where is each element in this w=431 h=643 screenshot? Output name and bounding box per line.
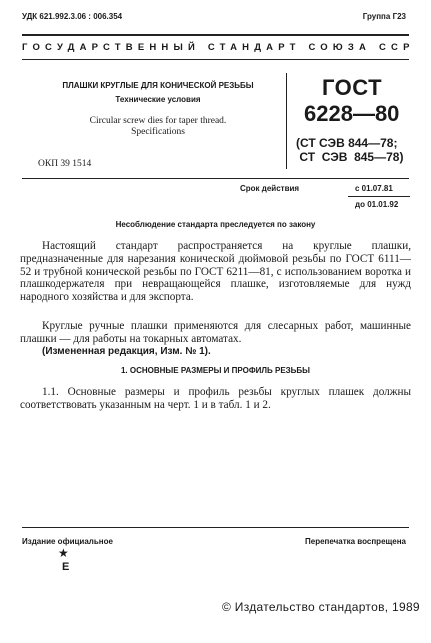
- header-rule: [22, 34, 409, 36]
- copyright-notice: © Издательство стандартов, 1989: [222, 600, 420, 614]
- official-edition: Издание официальное: [22, 537, 113, 546]
- title-english: Circular screw dies for taper thread. Specifications: [89, 116, 227, 137]
- gost-label: ГОСТ: [322, 75, 383, 100]
- validity-from: с 01.07.81: [355, 184, 393, 193]
- title-divider: [286, 73, 287, 169]
- title-russian-subtitle: Технические условия: [115, 95, 201, 104]
- footer-rule: [22, 527, 409, 528]
- e-mark: Е: [62, 561, 70, 573]
- title-block-rule: [22, 178, 409, 179]
- body-paragraph-scope: Настоящий стандарт распространяется на круглые плашки, предназначенные для нарезания конической дюймовой резьбы по ГОСТ 6111—52 и трубной конической резьбы по ГОСТ 6211—81, с использованием воротка и плашкодержателя при невращающейся плашке, изготовляемые для нужд народного хозяйства и для экспорта.: [20, 240, 411, 304]
- validity-to: до 01.01.92: [355, 200, 399, 209]
- okp-code: ОКП 39 1514: [38, 159, 92, 169]
- header-rule-lower: [22, 59, 409, 60]
- body-paragraph-usage: Круглые ручные плашки применяются для слесарных работ, машинные плашки — для работы на токарных автоматах.: [20, 320, 411, 345]
- state-standard-title: ГОСУДАРСТВЕННЫЙ СТАНДАРТ СОЮЗА ССР: [22, 42, 415, 53]
- noncompliance-notice: Несоблюдение стандарта преследуется по закону: [115, 220, 316, 229]
- gost-number: 6228—80: [304, 101, 400, 126]
- reprint-prohibited: Перепечатка воспрещена: [305, 537, 406, 546]
- section-title: 1. ОСНОВНЫЕ РАЗМЕРЫ И ПРОФИЛЬ РЕЗЬБЫ: [120, 366, 310, 375]
- star-icon: ★: [58, 546, 69, 560]
- body-paragraph-dimensions: 1.1. Основные размеры и профиль резьбы круглых плашек должны соответствовать указанным на черт. 1 и в табл. 1 и 2.: [20, 386, 411, 411]
- group-code: Группа Г23: [362, 12, 406, 21]
- st-sev-reference: (СТ СЭВ 844—78; СТ СЭВ 845—78): [296, 136, 404, 164]
- udk-code: УДК 621.992.3.06 : 006.354: [22, 12, 123, 21]
- amendment-note: (Измененная редакция, Изм. № 1).: [42, 346, 211, 357]
- title-russian: ПЛАШКИ КРУГЛЫЕ ДЛЯ КОНИЧЕСКОЙ РЕЗЬБЫ: [62, 81, 254, 90]
- validity-label: Срок действия: [240, 184, 300, 193]
- validity-rule: [348, 196, 410, 197]
